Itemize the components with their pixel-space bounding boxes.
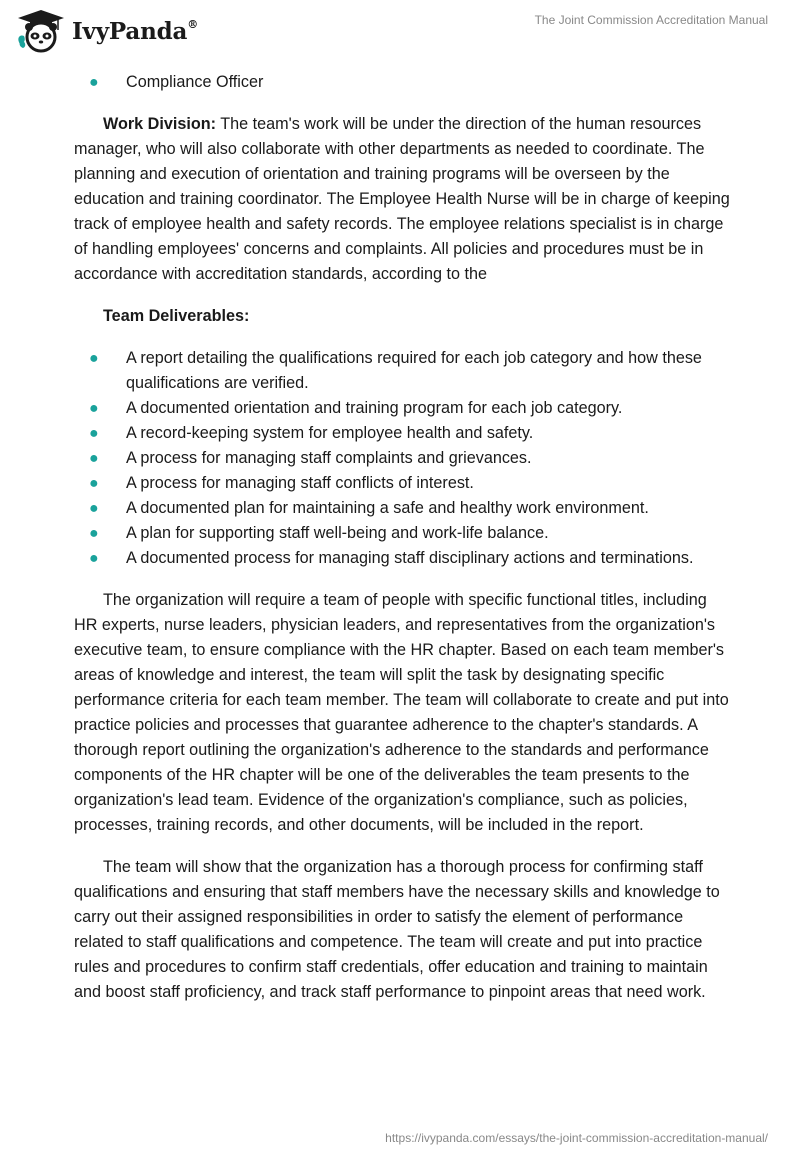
bullet-icon: ●: [89, 350, 99, 367]
role-list: [74, 70, 734, 95]
bullet-icon: ●: [89, 475, 99, 492]
list-item: ● A documented orientation and training program for each job category.: [74, 396, 734, 421]
deliverables-heading: Team Deliverables:: [103, 307, 250, 325]
bullet-icon: ●: [89, 525, 99, 542]
work-division-paragraph: Work Division: The team's work will be under the direction of the human resources manager, who will also collaborate with other departments as needed to coordinate. The planning and execution of orientation and training programs will be overseen by the education and training coordinator. The Employee Health Nurse will be in charge of keeping track of employee health and safety records. The employee relations specialist is in charge of handling employees' concerns and complaints. All policies and procedures must be in accordance with accreditation standards, according to the: [74, 115, 730, 283]
body-paragraph: The team will show that the organization has a thorough process for confirming staff qualifications and ensuring that staff members have the necessary skills and knowledge to carry out their assigned responsibilities in order to satisfy the element of performance related to staff qualifications and competence. The team will create and put into practice rules and procedures to confirm staff credentials, offer education and training to maintain and boost staff proficiency, and track staff performance to pinpoint areas that need work.: [74, 858, 720, 1001]
bullet-icon: ●: [89, 550, 99, 567]
list-item: ● A documented plan for maintaining a safe and healthy work environment.: [74, 496, 734, 521]
list-item: ● A process for managing staff conflicts of interest.: [74, 471, 734, 496]
document-title: The Joint Commission Accreditation Manual: [534, 13, 768, 27]
bullet-icon: ●: [89, 500, 99, 517]
list-item: ● A report detailing the qualifications required for each job category and how these qualifications are verified.: [74, 346, 734, 396]
bullet-icon: ●: [89, 425, 99, 442]
list-item: ● A plan for supporting staff well-being and work-life balance.: [74, 521, 734, 546]
list-item: ● A record-keeping system for employee health and safety.: [74, 421, 734, 446]
list-item: ● A documented process for managing staff disciplinary actions and terminations.: [74, 546, 734, 571]
work-division-label: Work Division:: [103, 115, 217, 133]
bullet-icon: ●: [89, 400, 99, 417]
document-body: [74, 70, 734, 1005]
brand-name: IvyPanda®: [72, 17, 198, 45]
panda-graduate-icon: [14, 8, 68, 54]
body-paragraph: The organization will require a team of people with specific functional titles, including HR experts, nurse leaders, physician leaders, and representatives from the organization's executive team, to ensure compliance with the HR chapter. Based on each team member's areas of knowledge and interest, the team will split the task by designating specific performance criteria for each team member. The team will collaborate to create and put into practice policies and processes that guarantee adherence to the chapter's standards. A thorough report outlining the organization's adherence to the standards and performance components of the HR chapter will be one of the deliverables the team presents to the organization's lead team. Evidence of the organization's compliance, such as policies, processes, training records, and other documents, will be included in the report.: [74, 591, 729, 834]
ivypanda-logo[interactable]: [14, 8, 198, 54]
bullet-icon: ●: [89, 450, 99, 467]
list-item: ● Compliance Officer: [74, 70, 734, 95]
deliverables-list: [74, 346, 734, 571]
page-header: [0, 0, 800, 66]
bullet-icon: ●: [89, 74, 99, 91]
list-item: ● A process for managing staff complaints and grievances.: [74, 446, 734, 471]
source-url[interactable]: https://ivypanda.com/essays/the-joint-commission-accreditation-manual/: [385, 1131, 768, 1145]
